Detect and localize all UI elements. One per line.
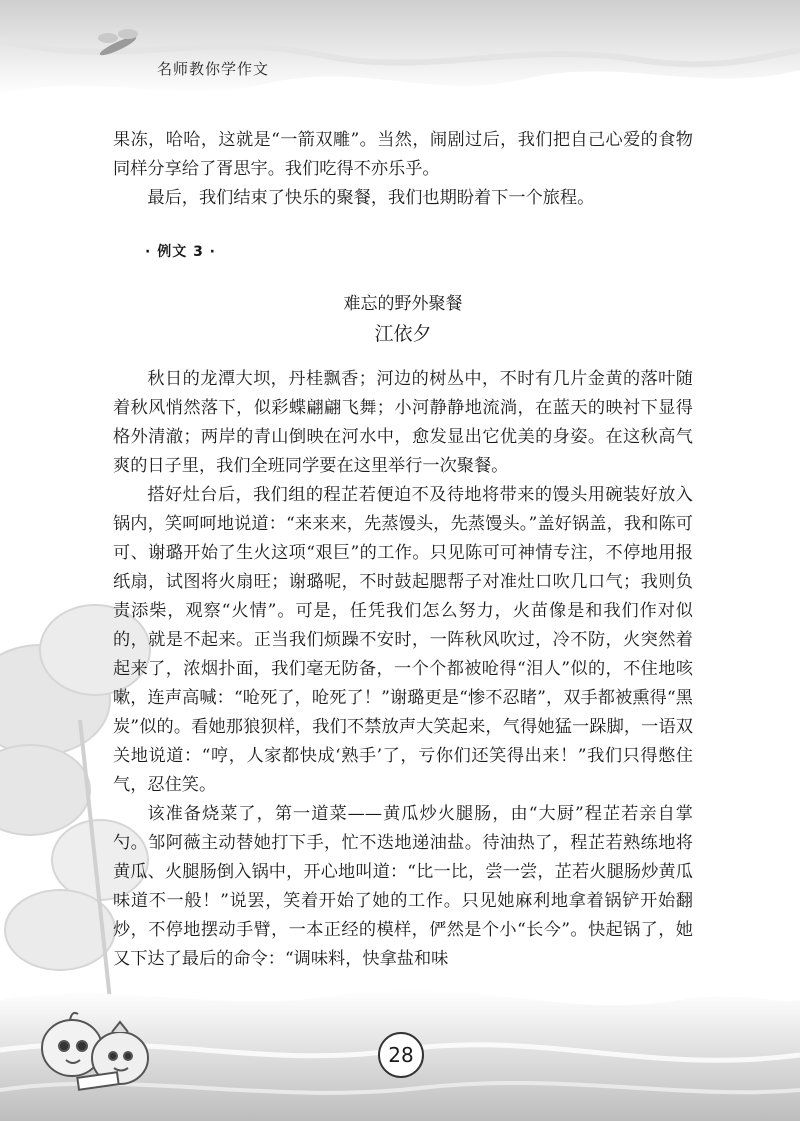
paragraph: 最后，我们结束了快乐的聚餐，我们也期盼着下一个旅程。 (147, 188, 595, 208)
paragraph: 秋日的龙潭大坝，丹桂飘香；河边的树丛中，不时有几片金黄的落叶随着秋风悄然落下，似彩蝶翩翩飞舞；小河静静地流淌，在蓝天的映衬下显得格外清澈；两岸的青山倒映在河水中，愈发显出它优美的身姿。在这秋高气爽的日子里，我们全班同学要在这里举行一次聚餐。 (113, 369, 693, 476)
paragraph: 搭好灶台后，我们组的程芷若便迫不及待地将带来的馒头用碗装好放入锅内，笑呵呵地说道：“来来来，先蒸馒头，先蒸馒头。”盖好锅盖，我和陈可可、谢璐开始了生火这项“艰巨”的工作。只见陈可可神情专注，不停地用报纸扇，试图将火扇旺；谢璐呢，不时鼓起腮帮子对准灶口吹几口气；我则负责添柴，观察“火情”。可是，任凭我们怎么努力，火苗像是和我们作对似的，就是不起来。正当我们烦躁不安时，一阵秋风吹过，冷不防，火突然着起来了，浓烟扑面，我们毫无防备，一个个都被呛得“泪人”似的，不住地咳嗽，连声高喊：“呛死了，呛死了！”谢璐更是“惨不忍睹”，双手都被熏得“黑炭”似的。看她那狼狈样，我们不禁放声大笑起来，气得她猛一跺脚，一语双关地说道：“哼，人家都快成‘熟手’了，亏你们还笑得出来！”我们只得憋住气，忍住笑。 (113, 485, 693, 795)
essay-title: 难忘的野外聚餐 (343, 294, 463, 314)
paragraph: 果冻，哈哈，这就是“一箭双雕”。当然，闹剧过后，我们把自己心爱的食物同样分享给了胥思宇。我们吃得不亦乐乎。 (113, 130, 693, 179)
running-header: 名师教你学作文 (157, 60, 270, 78)
page-number: 28 (378, 1032, 424, 1078)
essay-author: 江依夕 (374, 323, 432, 345)
paragraph: 该准备烧菜了，第一道菜——黄瓜炒火腿肠，由“大厨”程芷若亲自掌勺。邹阿薇主动替她打下手，忙不迭地递油盐。待油热了，程芷若熟练地将黄瓜、火腿肠倒入锅中，开心地叫道：“比一比，尝一尝，芷若火腿肠炒黄瓜味道不一般！”说罢，笑着开始了她的工作。只见她麻利地拿着锅铲开始翻炒，不停地摆动手臂，一本正经的模样，俨然是个小“长今”。快起锅了，她又下达了最后的命令：“调味料，快拿盐和味 (113, 804, 693, 969)
page-body (113, 126, 693, 974)
example-label: · 例文 3 · (145, 244, 216, 260)
